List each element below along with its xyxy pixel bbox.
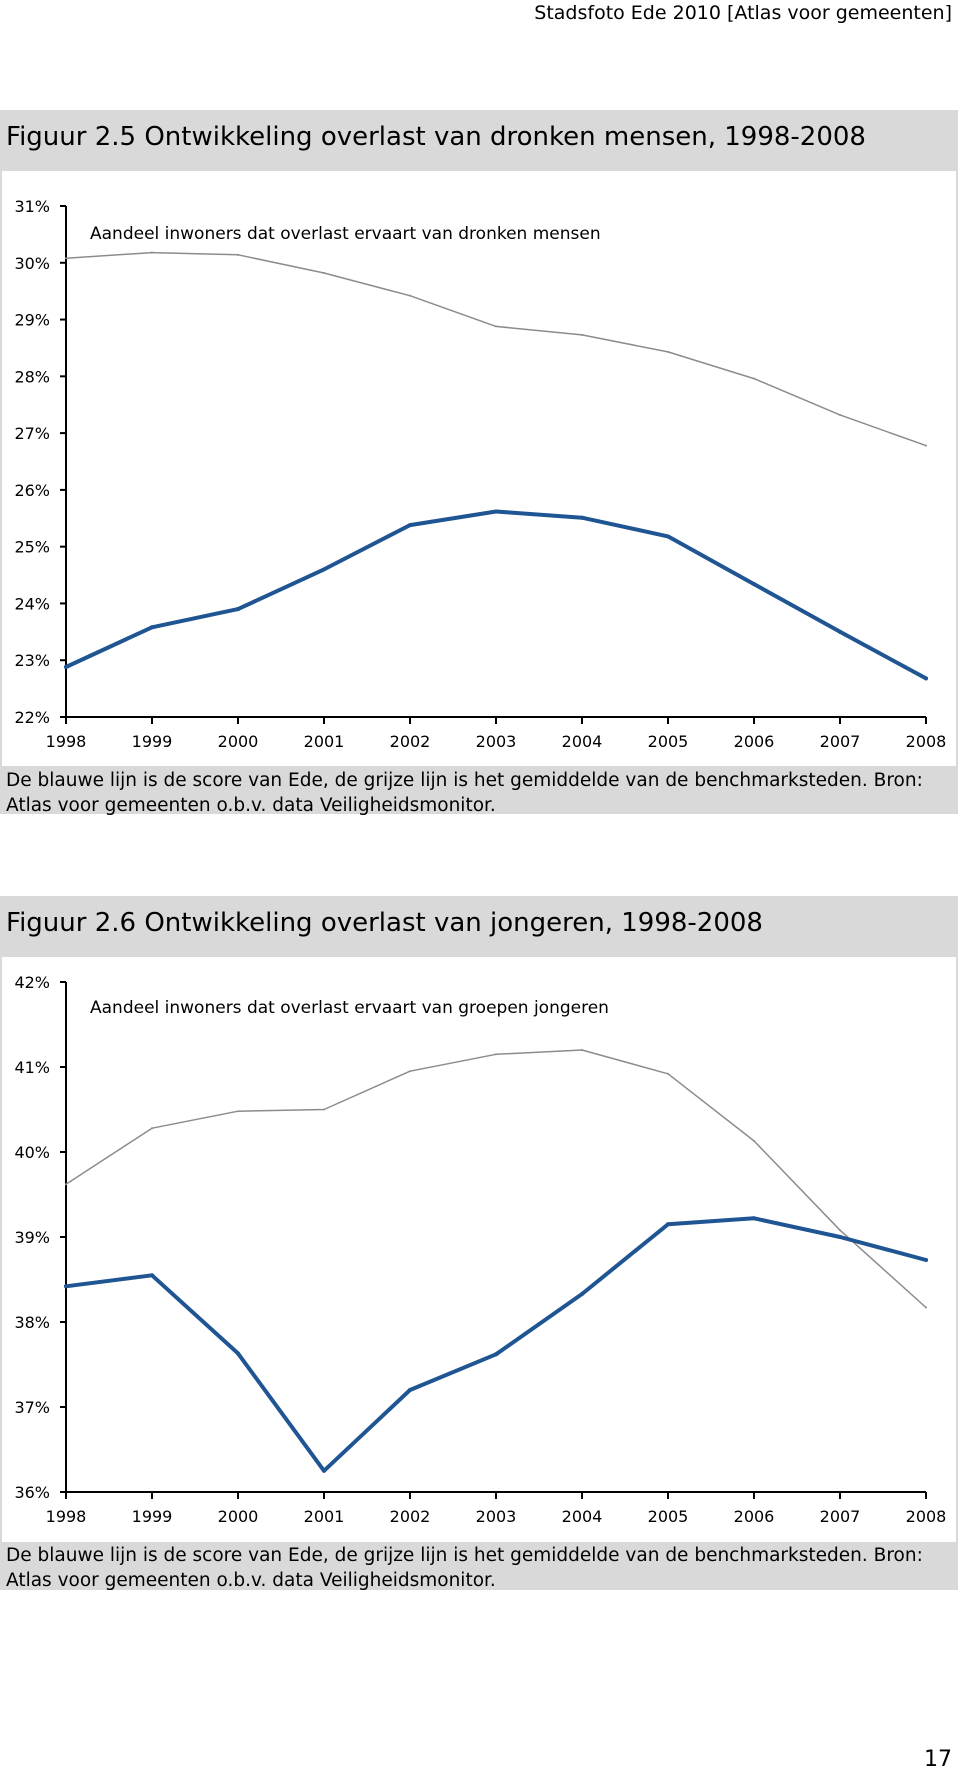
- ede-point: [408, 1388, 412, 1392]
- chart-panel: [0, 171, 958, 814]
- benchmark-point: [409, 295, 411, 297]
- chart-panel: [0, 957, 958, 1590]
- y-tick-label: 27%: [14, 424, 50, 444]
- ede-line: [66, 512, 926, 679]
- ede-point: [666, 1222, 670, 1226]
- figure-caption: De blauwe lijn is de score van Ede, de grijze lijn is het gemiddelde van de benchmarksteden. Bron: Atlas voor gemeenten o.b.v. data Veiligheidsmonitor.: [6, 1545, 923, 1591]
- x-tick-label: 2001: [303, 732, 345, 751]
- benchmark-point: [839, 414, 841, 416]
- ede-point: [666, 534, 670, 538]
- benchmark-line: [66, 1050, 926, 1308]
- y-tick-label: 23%: [14, 651, 50, 671]
- ede-point: [64, 665, 68, 669]
- benchmark-point: [753, 1140, 755, 1142]
- benchmark-point: [495, 325, 497, 327]
- x-tick-label: 1998: [45, 1507, 87, 1526]
- benchmark-point: [151, 1127, 153, 1129]
- benchmark-point: [925, 445, 927, 447]
- ede-point: [752, 1216, 756, 1220]
- figure-title: Figuur 2.6 Ontwikkeling overlast van jongeren, 1998-2008: [6, 908, 763, 938]
- benchmark-point: [581, 334, 583, 336]
- ede-line: [66, 1218, 926, 1471]
- x-tick-label: 2005: [647, 1507, 689, 1526]
- x-tick-label: 2008: [905, 732, 947, 751]
- y-tick-label: 30%: [14, 253, 50, 273]
- x-tick-label: 2002: [389, 1507, 431, 1526]
- x-tick-label: 2008: [905, 1507, 947, 1526]
- ede-point: [838, 630, 842, 634]
- x-tick-label: 2000: [217, 732, 259, 751]
- chart-svg: [2, 171, 956, 766]
- x-tick-label: 2006: [733, 732, 775, 751]
- x-tick-label: 1998: [45, 732, 87, 751]
- ede-point: [494, 1352, 498, 1356]
- figure-caption: De blauwe lijn is de score van Ede, de grijze lijn is het gemiddelde van de benchmarksteden. Bron: Atlas voor gemeenten o.b.v. data Veiligheidsmonitor.: [6, 770, 923, 816]
- benchmark-point: [753, 378, 755, 380]
- x-tick-label: 1999: [131, 1507, 173, 1526]
- y-tick-label: 31%: [14, 197, 50, 216]
- x-tick-label: 1999: [131, 732, 173, 751]
- ede-point: [408, 523, 412, 527]
- chart-svg: [2, 957, 956, 1542]
- x-tick-label: 2003: [475, 1507, 517, 1526]
- benchmark-point: [495, 1053, 497, 1055]
- ede-point: [322, 1469, 326, 1473]
- y-tick-label: 29%: [14, 310, 50, 330]
- benchmark-point: [65, 1183, 67, 1185]
- y-tick-label: 42%: [14, 973, 50, 992]
- benchmark-line: [66, 253, 926, 446]
- ede-point: [924, 676, 928, 680]
- figure-title-band: [0, 110, 958, 171]
- benchmark-point: [151, 252, 153, 254]
- y-tick-label: 28%: [14, 367, 50, 387]
- ede-point: [752, 582, 756, 586]
- benchmark-point: [237, 1110, 239, 1112]
- benchmark-point: [409, 1070, 411, 1072]
- ede-point: [150, 1273, 154, 1277]
- y-tick-label: 25%: [14, 537, 50, 557]
- y-tick-label: 40%: [14, 1143, 50, 1162]
- figure-title: Figuur 2.5 Ontwikkeling overlast van dronken mensen, 1998-2008: [6, 122, 866, 152]
- x-tick-label: 2007: [819, 1507, 861, 1526]
- benchmark-point: [237, 254, 239, 256]
- benchmark-point: [839, 1229, 841, 1231]
- figure-title-band: [0, 896, 958, 957]
- page-header: Stadsfoto Ede 2010 [Atlas voor gemeenten]: [534, 2, 952, 24]
- chart-title: Aandeel inwoners dat overlast ervaart van dronken mensen: [90, 224, 601, 244]
- ede-point: [322, 567, 326, 571]
- y-tick-label: 24%: [14, 594, 50, 614]
- x-tick-label: 2002: [389, 732, 431, 751]
- x-tick-label: 2006: [733, 1507, 775, 1526]
- ede-point: [494, 509, 498, 513]
- y-tick-label: 22%: [14, 708, 50, 727]
- ede-point: [150, 625, 154, 629]
- benchmark-point: [667, 1073, 669, 1075]
- x-tick-label: 2004: [561, 1507, 603, 1526]
- y-tick-label: 37%: [14, 1398, 50, 1417]
- y-tick-label: 41%: [14, 1058, 50, 1077]
- x-tick-label: 2007: [819, 732, 861, 751]
- ede-point: [838, 1235, 842, 1239]
- x-tick-label: 2003: [475, 732, 517, 751]
- ede-point: [236, 1351, 240, 1355]
- page-number: 17: [924, 1747, 952, 1772]
- y-tick-label: 38%: [14, 1313, 50, 1332]
- chart-title: Aandeel inwoners dat overlast ervaart van groepen jongeren: [90, 998, 609, 1018]
- x-tick-label: 2000: [217, 1507, 259, 1526]
- x-tick-label: 2001: [303, 1507, 345, 1526]
- y-tick-label: 36%: [14, 1483, 50, 1502]
- ede-point: [924, 1258, 928, 1262]
- y-tick-label: 26%: [14, 480, 50, 500]
- y-tick-label: 39%: [14, 1228, 50, 1247]
- x-tick-label: 2005: [647, 732, 689, 751]
- benchmark-point: [323, 1109, 325, 1111]
- benchmark-point: [65, 257, 67, 259]
- x-tick-label: 2004: [561, 732, 603, 751]
- ede-point: [580, 1292, 584, 1296]
- ede-point: [236, 607, 240, 611]
- benchmark-point: [667, 351, 669, 353]
- ede-point: [580, 516, 584, 520]
- ede-point: [64, 1284, 68, 1288]
- benchmark-point: [581, 1049, 583, 1051]
- benchmark-point: [323, 272, 325, 274]
- benchmark-point: [925, 1307, 927, 1309]
